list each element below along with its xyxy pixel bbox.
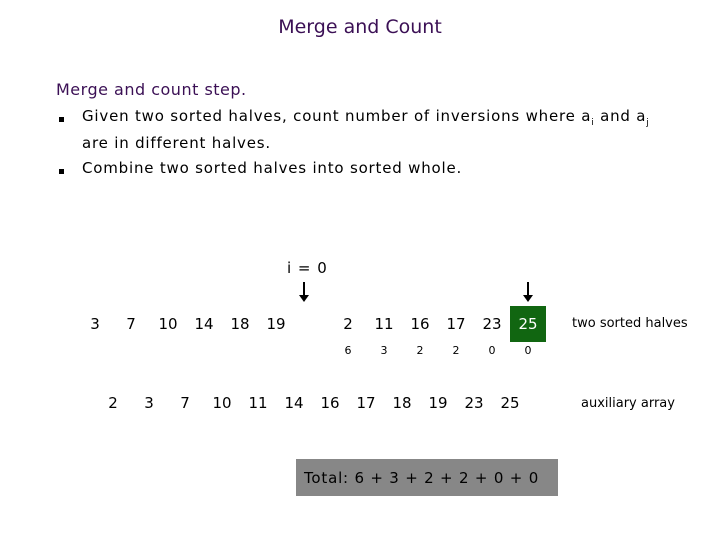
pointer-arrow-left-icon — [296, 280, 312, 304]
subscript-j: j — [646, 118, 650, 128]
auxiliary-cell: 14 — [284, 394, 304, 412]
auxiliary-cell: 3 — [144, 394, 154, 412]
bullet-1 — [82, 107, 650, 128]
auxiliary-cell: 2 — [108, 394, 118, 412]
inversion-count: 3 — [380, 344, 388, 357]
left-half-cell: 19 — [266, 315, 286, 333]
total-box — [296, 459, 558, 496]
subscript-i: i — [591, 118, 595, 128]
auxiliary-cell: 25 — [500, 394, 520, 412]
auxiliary-array-label: auxiliary array — [581, 396, 675, 411]
inversion-count: 0 — [488, 344, 496, 357]
left-half-cell: 10 — [158, 315, 178, 333]
auxiliary-cell: 23 — [464, 394, 484, 412]
left-half-cell: 18 — [230, 315, 250, 333]
right-half-cell: 11 — [374, 315, 394, 333]
left-half-cell: 14 — [194, 315, 214, 333]
auxiliary-cell: 10 — [212, 394, 232, 412]
right-half-cell: 23 — [482, 315, 502, 333]
inversion-count: 2 — [452, 344, 460, 357]
auxiliary-cell: 18 — [392, 394, 412, 412]
inversion-count: 2 — [416, 344, 424, 357]
auxiliary-cell: 11 — [248, 394, 268, 412]
bullet-marker-1 — [59, 117, 64, 122]
inversion-count: 6 — [344, 344, 352, 357]
total-text: Total: 6 + 3 + 2 + 2 + 0 + 0 — [304, 468, 540, 487]
right-half-cell: 16 — [410, 315, 430, 333]
section-heading: Merge and count step. — [56, 80, 247, 99]
right-half-cell-current: 25 — [510, 306, 546, 342]
inversion-count: 0 — [524, 344, 532, 357]
auxiliary-cell: 7 — [180, 394, 190, 412]
two-sorted-halves-label: two sorted halves — [572, 316, 688, 331]
right-half-cell: 2 — [343, 315, 353, 333]
left-half-cell: 3 — [90, 315, 100, 333]
bullet-1-text: Given two sorted halves, count number of inversions where a — [82, 107, 592, 125]
auxiliary-cell: 16 — [320, 394, 340, 412]
pointer-arrow-right-icon — [520, 280, 536, 304]
right-half-cell: 17 — [446, 315, 466, 333]
bullet-1-and: and a — [594, 107, 647, 125]
pointer-label: i = 0 — [287, 259, 328, 277]
auxiliary-cell: 17 — [356, 394, 376, 412]
bullet-1-line-2: are in different halves. — [82, 134, 271, 152]
bullet-2: Combine two sorted halves into sorted whole. — [82, 159, 463, 177]
auxiliary-cell: 19 — [428, 394, 448, 412]
bullet-marker-2 — [59, 169, 64, 174]
left-half-cell: 7 — [126, 315, 136, 333]
slide-title: Merge and Count — [278, 16, 442, 38]
